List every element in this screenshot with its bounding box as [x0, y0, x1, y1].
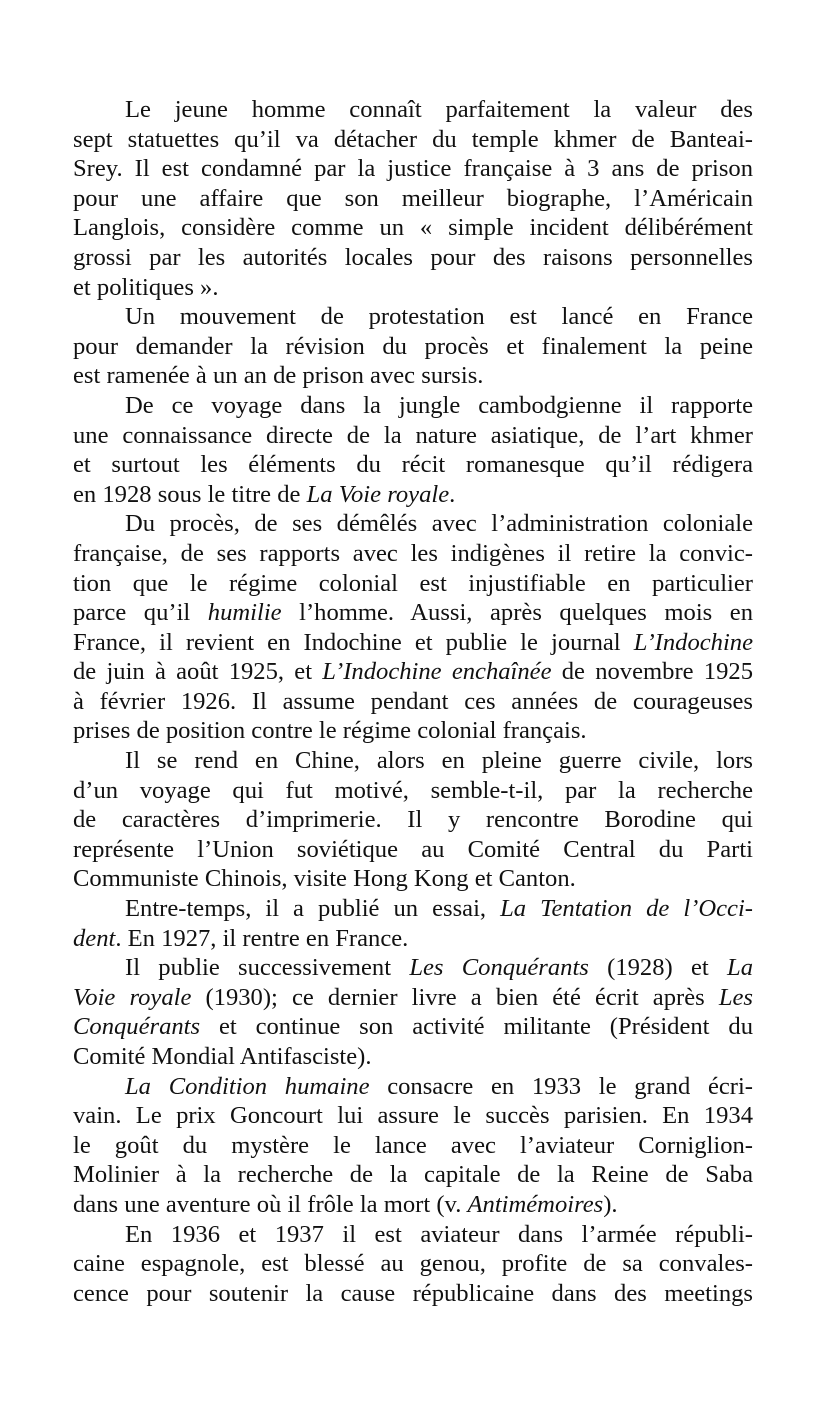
italic-title-text: Conquérants: [73, 1013, 201, 1041]
text-line: [73, 450, 753, 480]
italic-title-text: La Condition humaine: [125, 1072, 370, 1100]
text-line: [73, 864, 753, 894]
text-line: [73, 657, 753, 687]
body-text: Un mouvement de protestation est lancé en France: [125, 303, 753, 331]
body-text: ).: [603, 1190, 618, 1218]
italic-title-text: Les: [718, 983, 753, 1011]
paragraph-first-line: [73, 1220, 753, 1250]
italic-title-text: La Voie royale: [306, 480, 450, 508]
text-line: [73, 983, 753, 1013]
body-text: pour demander la révision du procès et finalement la peine: [73, 332, 753, 360]
body-text: et surtout les éléments du récit romanesque qu’il rédigera: [73, 451, 753, 479]
body-text: le goût du mystère le lance avec l’aviateur Corniglion-: [73, 1131, 753, 1159]
text-line: [73, 628, 753, 658]
paragraph-first-line: [73, 894, 753, 924]
text-line: [73, 213, 753, 243]
body-text: .: [449, 480, 456, 508]
body-text: parce qu’il: [73, 599, 208, 627]
italic-title-text: La: [727, 954, 754, 982]
paragraph-first-line: [73, 953, 753, 983]
text-line: [73, 1012, 753, 1042]
text-line: [73, 716, 753, 746]
body-text: Il publie successivement: [125, 954, 410, 982]
text-line: [73, 421, 753, 451]
body-text: Du procès, de ses démêlés avec l’administration coloniale: [125, 510, 753, 538]
text-line: [73, 1249, 753, 1279]
text-line: [73, 1279, 753, 1309]
body-text: sept statuettes qu’il va détacher du temple khmer de Banteai-: [73, 125, 753, 153]
body-text: prises de position contre le régime colonial français.: [73, 717, 587, 745]
text-line: [73, 1131, 753, 1161]
body-text: cence pour soutenir la cause républicaine dans des meetings: [73, 1279, 753, 1307]
italic-title-text: Les Conquérants: [409, 954, 589, 982]
text-line: [73, 1042, 753, 1072]
body-text: (1928) et: [588, 954, 728, 982]
body-text: d’un voyage qui fut motivé, semble-t-il, par la recherche: [73, 776, 753, 804]
italic-title-text: humilie: [207, 599, 282, 627]
body-text: à février 1926. Il assume pendant ces années de courageuses: [73, 687, 753, 715]
body-text: pour une affaire que son meilleur biographe, l’Américain: [73, 184, 753, 212]
paragraph-first-line: [73, 95, 753, 125]
body-text: Molinier à la recherche de la capitale de la Reine de Saba: [73, 1161, 753, 1189]
body-text: Comité Mondial Antifasciste).: [73, 1043, 372, 1070]
body-text: représente l’Union soviétique au Comité Central du Parti: [73, 835, 753, 863]
body-text: Le jeune homme connaît parfaitement la valeur des: [125, 96, 753, 123]
italic-title-text: dent: [73, 924, 116, 952]
text-line: [73, 598, 753, 628]
italic-title-text: L’Indochine: [633, 628, 753, 656]
text-line: [73, 539, 753, 569]
body-text: France, il revient en Indochine et publie le journal: [73, 628, 634, 656]
body-text: grossi par les autorités locales pour des raisons personnelles: [73, 243, 753, 271]
text-line: [73, 776, 753, 806]
body-text: caine espagnole, est blessé au genou, profite de sa convales-: [73, 1250, 753, 1278]
body-text: (1930); ce dernier livre a bien été écrit après: [191, 983, 719, 1011]
text-line: [73, 924, 753, 954]
document-page: [73, 95, 753, 1308]
body-text: . En 1927, il rentre en France.: [115, 924, 409, 952]
body-text: vain. Le prix Goncourt lui assure le succès parisien. En 1934: [73, 1102, 753, 1130]
body-text: une connaissance directe de la nature asiatique, de l’art khmer: [73, 421, 753, 449]
italic-title-text: Antimémoires: [467, 1190, 604, 1218]
body-text: l’homme. Aussi, après quelques mois en: [281, 599, 754, 627]
body-text: est ramenée à un an de prison avec sursis.: [73, 362, 484, 390]
italic-title-text: L’Indochine enchaînée: [322, 658, 552, 686]
text-line: [73, 125, 753, 155]
text-line: [73, 835, 753, 865]
text-line: [73, 154, 753, 184]
paragraph-first-line: [73, 509, 753, 539]
paragraph-first-line: [73, 746, 753, 776]
body-text: en 1928 sous le titre de: [73, 480, 307, 508]
paragraph-first-line: [73, 1072, 753, 1102]
body-text: Langlois, considère comme un « simple incident délibérément: [73, 214, 753, 242]
body-text: Il se rend en Chine, alors en pleine guerre civile, lors: [125, 747, 753, 775]
body-text: de juin à août 1925, et: [73, 658, 323, 686]
body-text: et politiques ».: [73, 273, 219, 301]
text-line: [73, 1101, 753, 1131]
text-line: [73, 273, 753, 303]
body-text: consacre en 1933 le grand écri-: [369, 1072, 753, 1100]
text-line: [73, 1160, 753, 1190]
paragraph-first-line: [73, 391, 753, 421]
text-line: [73, 805, 753, 835]
body-text: Entre-temps, il a publié un essai,: [125, 895, 501, 923]
text-line: [73, 687, 753, 717]
body-text: tion que le régime colonial est injustifiable en particulier: [73, 569, 753, 597]
text-line: [73, 332, 753, 362]
text-line: [73, 361, 753, 391]
body-text: et continue son activité militante (Président du: [200, 1013, 753, 1041]
text-line: [73, 1190, 753, 1220]
body-text: De ce voyage dans la jungle cambodgienne il rapporte: [125, 391, 753, 419]
text-line: [73, 480, 753, 510]
text-line: [73, 184, 753, 214]
text-line: [73, 243, 753, 273]
text-line: [73, 569, 753, 599]
body-text: française, de ses rapports avec les indigènes il retire la convic-: [73, 539, 753, 567]
paragraph-first-line: [73, 302, 753, 332]
body-text: dans une aventure où il frôle la mort (v.: [73, 1190, 468, 1218]
italic-title-text: Voie royale: [73, 983, 192, 1011]
body-text: de caractères d’imprimerie. Il y rencontre Borodine qui: [73, 806, 753, 834]
body-text: Communiste Chinois, visite Hong Kong et Canton.: [73, 865, 576, 893]
body-text: Srey. Il est condamné par la justice française à 3 ans de prison: [73, 155, 753, 183]
italic-title-text: La Tentation de l’Occi-: [500, 895, 753, 923]
body-text: En 1936 et 1937 il est aviateur dans l’armée républi-: [125, 1220, 753, 1248]
body-text: de novembre 1925: [551, 658, 753, 686]
